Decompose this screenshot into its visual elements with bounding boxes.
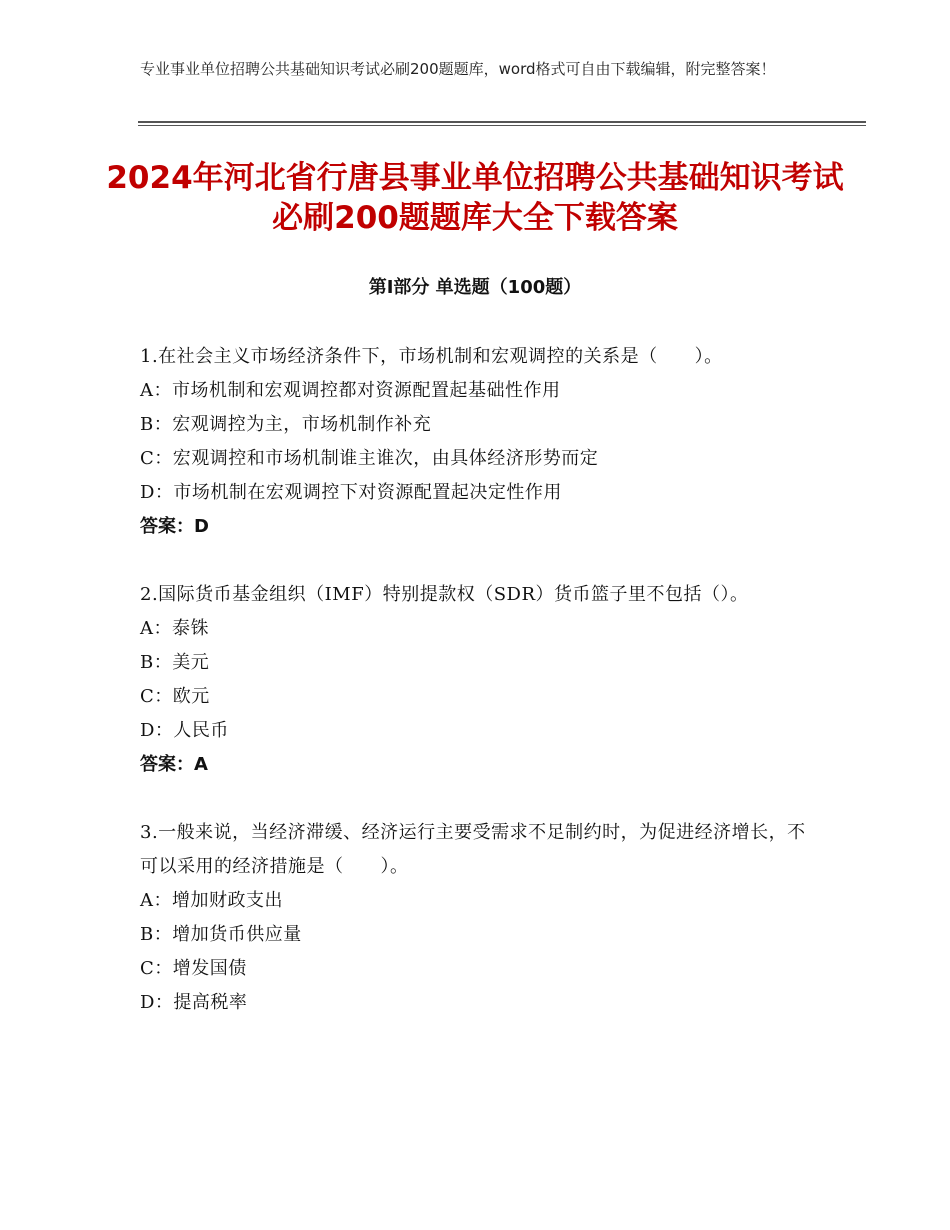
document-header-note: 专业事业单位招聘公共基础知识考试必刷200题题库，word格式可自由下载编辑，附完整答案！ xyxy=(140,60,776,78)
option-b: B：宏观调控为主，市场机制作补充 xyxy=(140,414,432,435)
header-divider-thick xyxy=(138,121,866,123)
question-stem: 2.国际货币基金组织（IMF）特别提款权（SDR）货币篮子里不包括（）。 xyxy=(140,584,749,605)
question-list xyxy=(140,340,820,1054)
option-c: C：欧元 xyxy=(140,686,210,707)
option-c: C：增发国债 xyxy=(140,958,247,979)
document-title: 2024年河北省行唐县事业单位招聘公共基础知识考试必刷200题题库大全下载答案 xyxy=(106,160,844,236)
option-d: D：提高税率 xyxy=(140,992,248,1013)
option-a: A：增加财政支出 xyxy=(140,890,283,911)
option-a: A：市场机制和宏观调控都对资源配置起基础性作用 xyxy=(140,380,561,401)
header-divider-thin xyxy=(138,125,866,126)
option-b: B：美元 xyxy=(140,652,210,673)
option-d: D：市场机制在宏观调控下对资源配置起决定性作用 xyxy=(140,482,562,503)
question-3 xyxy=(140,816,820,1020)
option-c: C：宏观调控和市场机制谁主谁次，由具体经济形势而定 xyxy=(140,448,599,469)
answer-line: 答案：A xyxy=(140,754,208,775)
answer-line: 答案：D xyxy=(140,516,209,537)
section-heading: 第I部分 单选题（100题） xyxy=(368,277,582,298)
option-a: A：泰铢 xyxy=(140,618,209,639)
question-stem: 3.一般来说，当经济滞缓、经济运行主要受需求不足制约时，为促进经济增长，不可以采用的经济措施是（ ）。 xyxy=(140,822,806,877)
option-d: D：人民币 xyxy=(140,720,229,741)
question-stem: 1.在社会主义市场经济条件下，市场机制和宏观调控的关系是（ ）。 xyxy=(140,346,723,367)
question-2 xyxy=(140,578,820,782)
question-1 xyxy=(140,340,820,544)
option-b: B：增加货币供应量 xyxy=(140,924,302,945)
